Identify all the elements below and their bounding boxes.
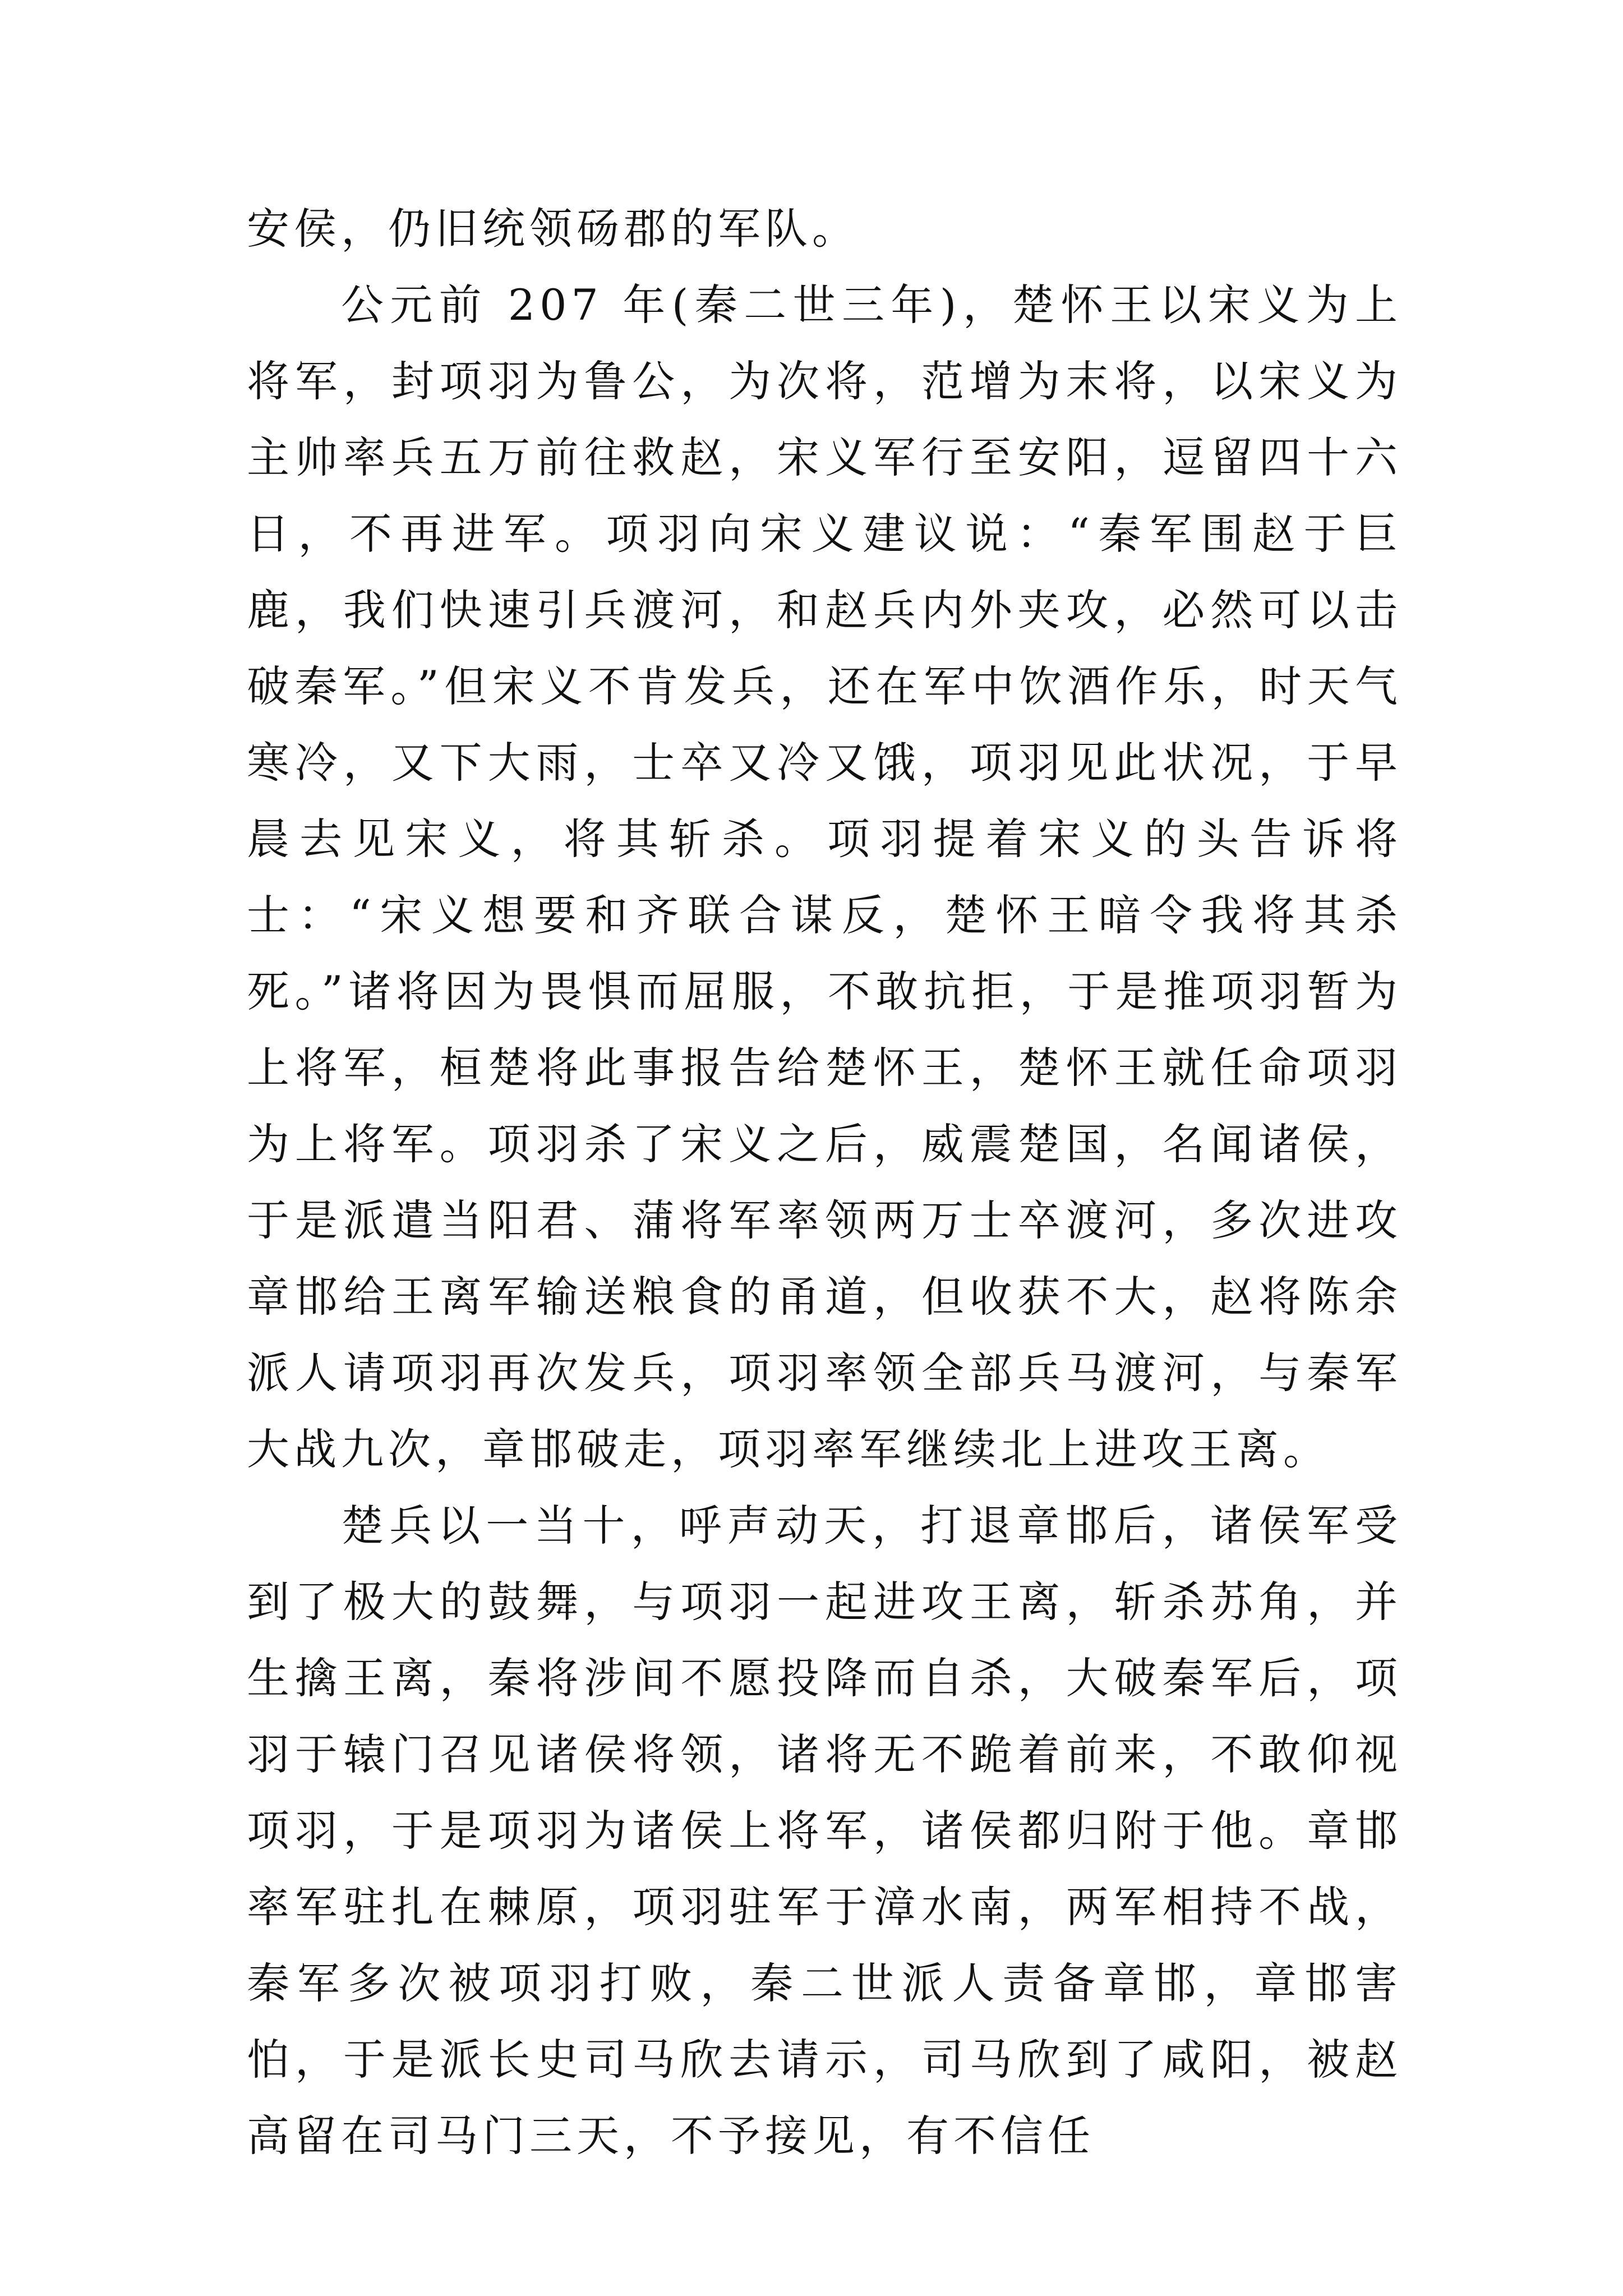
paragraph-chu-army: 楚兵以一当十，呼声动天，打退章邯后，诸侯军受到了极大的鼓舞，与项羽一起进攻王离，斩杀苏角，并生擒王离，秦将涉间不愿投降而自杀，大破秦军后，项羽于辕门召见诸侯将领，诸将无不跪着前来，不敢仰视项羽，于是项羽为诸侯上将军，诸侯都归附于他。章邯率军驻扎在棘原，项羽驻军于漳水南，两军相持不战，秦军多次被项羽打败，秦二世派人责备章邯，章邯害怕，于是派长史司马欣去请示，司马欣到了咸阳，被赵高留在司马门三天，不予接见，有不信任 bbox=[247, 1501, 1402, 2161]
paragraph-continuation: 安侯，仍旧统领砀郡的军队。 bbox=[247, 204, 859, 254]
document-page bbox=[247, 191, 1402, 2174]
paragraph-song-yi: 公元前 207 年(秦二世三年)，楚怀王以宋义为上将军，封项羽为鲁公，为次将，范增为末将，以宋义为主帅率兵五万前往救赵，宋义军行至安阳，逗留四十六日，不再进军。项羽向宋义建议说：“秦军围赵于巨鹿，我们快速引兵渡河，和赵兵内外夹攻，必然可以击破秦军。”但宋义不肯发兵，还在军中饮酒作乐，时天气寒冷，又下大雨，士卒又冷又饿，项羽见此状况，于早晨去见宋义，将其斩杀。项羽提着宋义的头告诉将士：“宋义想要和齐联合谋反，楚怀王暗令我将其杀死。”诸将因为畏惧而屈服，不敢抗拒，于是推项羽暂为上将军，桓楚将此事报告给楚怀王，楚怀王就任命项羽为上将军。项羽杀了宋义之后，威震楚国，名闻诸侯，于是派遣当阳君、蒲将军率领两万士卒渡河，多次进攻章邯给王离军输送粮食的甬道，但收获不大，赵将陈余派人请项羽再次发兵，项羽率领全部兵马渡河，与秦军大战九次，章邯破走，项羽率军继续北上进攻王离。 bbox=[247, 280, 1402, 1474]
